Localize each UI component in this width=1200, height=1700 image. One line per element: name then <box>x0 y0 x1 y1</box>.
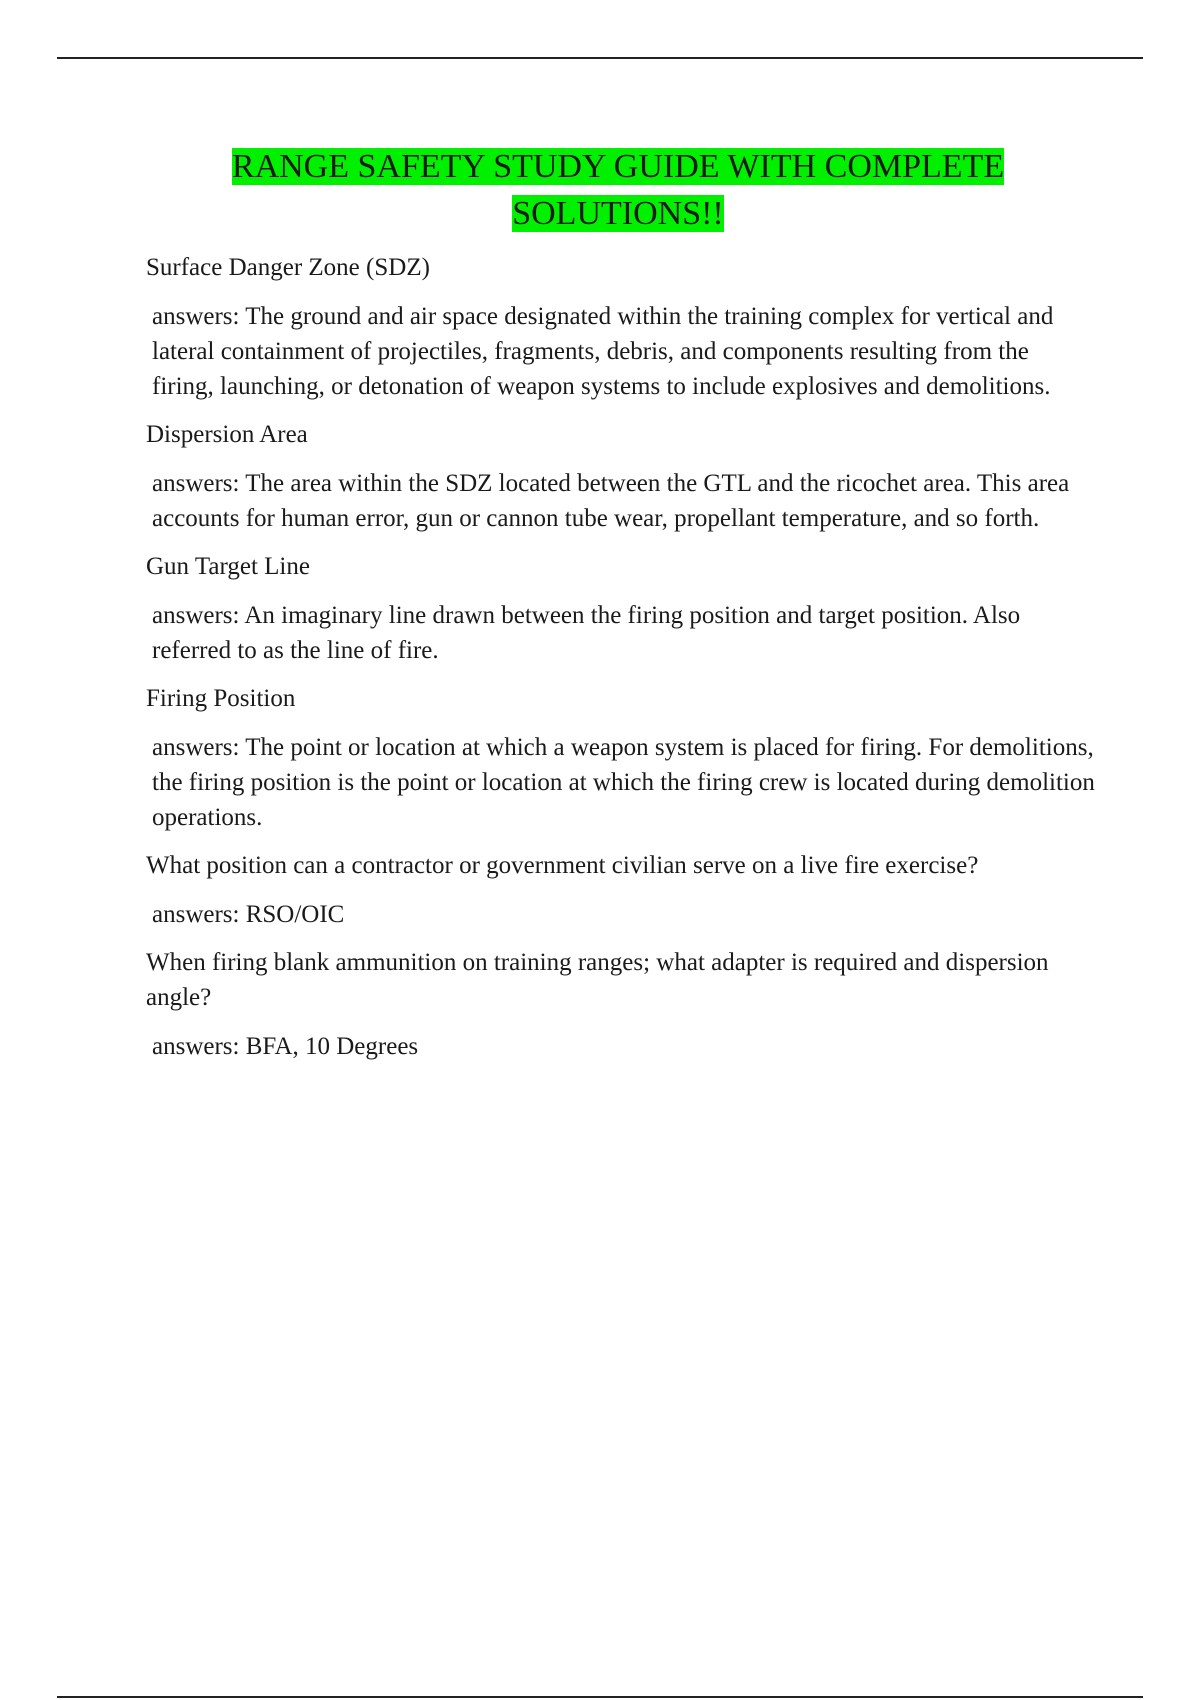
top-divider <box>57 57 1143 59</box>
question-term: Dispersion Area <box>146 421 308 448</box>
question-term: Surface Danger Zone (SDZ) <box>146 254 430 281</box>
question-term: Gun Target Line <box>146 553 310 580</box>
question-term: What position can a contractor or government civilian serve on a live fire exercise? <box>146 852 979 879</box>
answer-text: answers: The ground and air space designated within the training complex for vertical and lateral containment of projectiles, fragments, debris, and components resulting from the firing, launching, or detonation of weapon systems to include explosives and demolitions. <box>152 303 1054 400</box>
bottom-divider <box>57 1696 1143 1698</box>
document-title <box>150 143 1086 237</box>
title-highlight: RANGE SAFETY STUDY GUIDE WITH COMPLETE SOLUTIONS!! <box>231 148 1005 232</box>
question-term: When firing blank ammunition on training ranges; what adapter is required and dispersion angle? <box>146 949 1049 1011</box>
answer-text: answers: The area within the SDZ located between the GTL and the ricochet area. This area accounts for human error, gun or cannon tube wear, propellant temperature, and so forth. <box>152 470 1070 532</box>
answer-text: answers: BFA, 10 Degrees <box>152 1033 419 1060</box>
answer-text: answers: The point or location at which a weapon system is placed for firing. For demolitions, the firing position is the point or location at which the firing crew is located during demolition operations. <box>152 734 1095 831</box>
question-term: Firing Position <box>146 685 296 712</box>
answer-text: answers: An imaginary line drawn between the firing position and target position. Also referred to as the line of fire. <box>152 602 1021 664</box>
answer-text: answers: RSO/OIC <box>152 901 345 928</box>
study-guide-body <box>146 250 1096 1077</box>
